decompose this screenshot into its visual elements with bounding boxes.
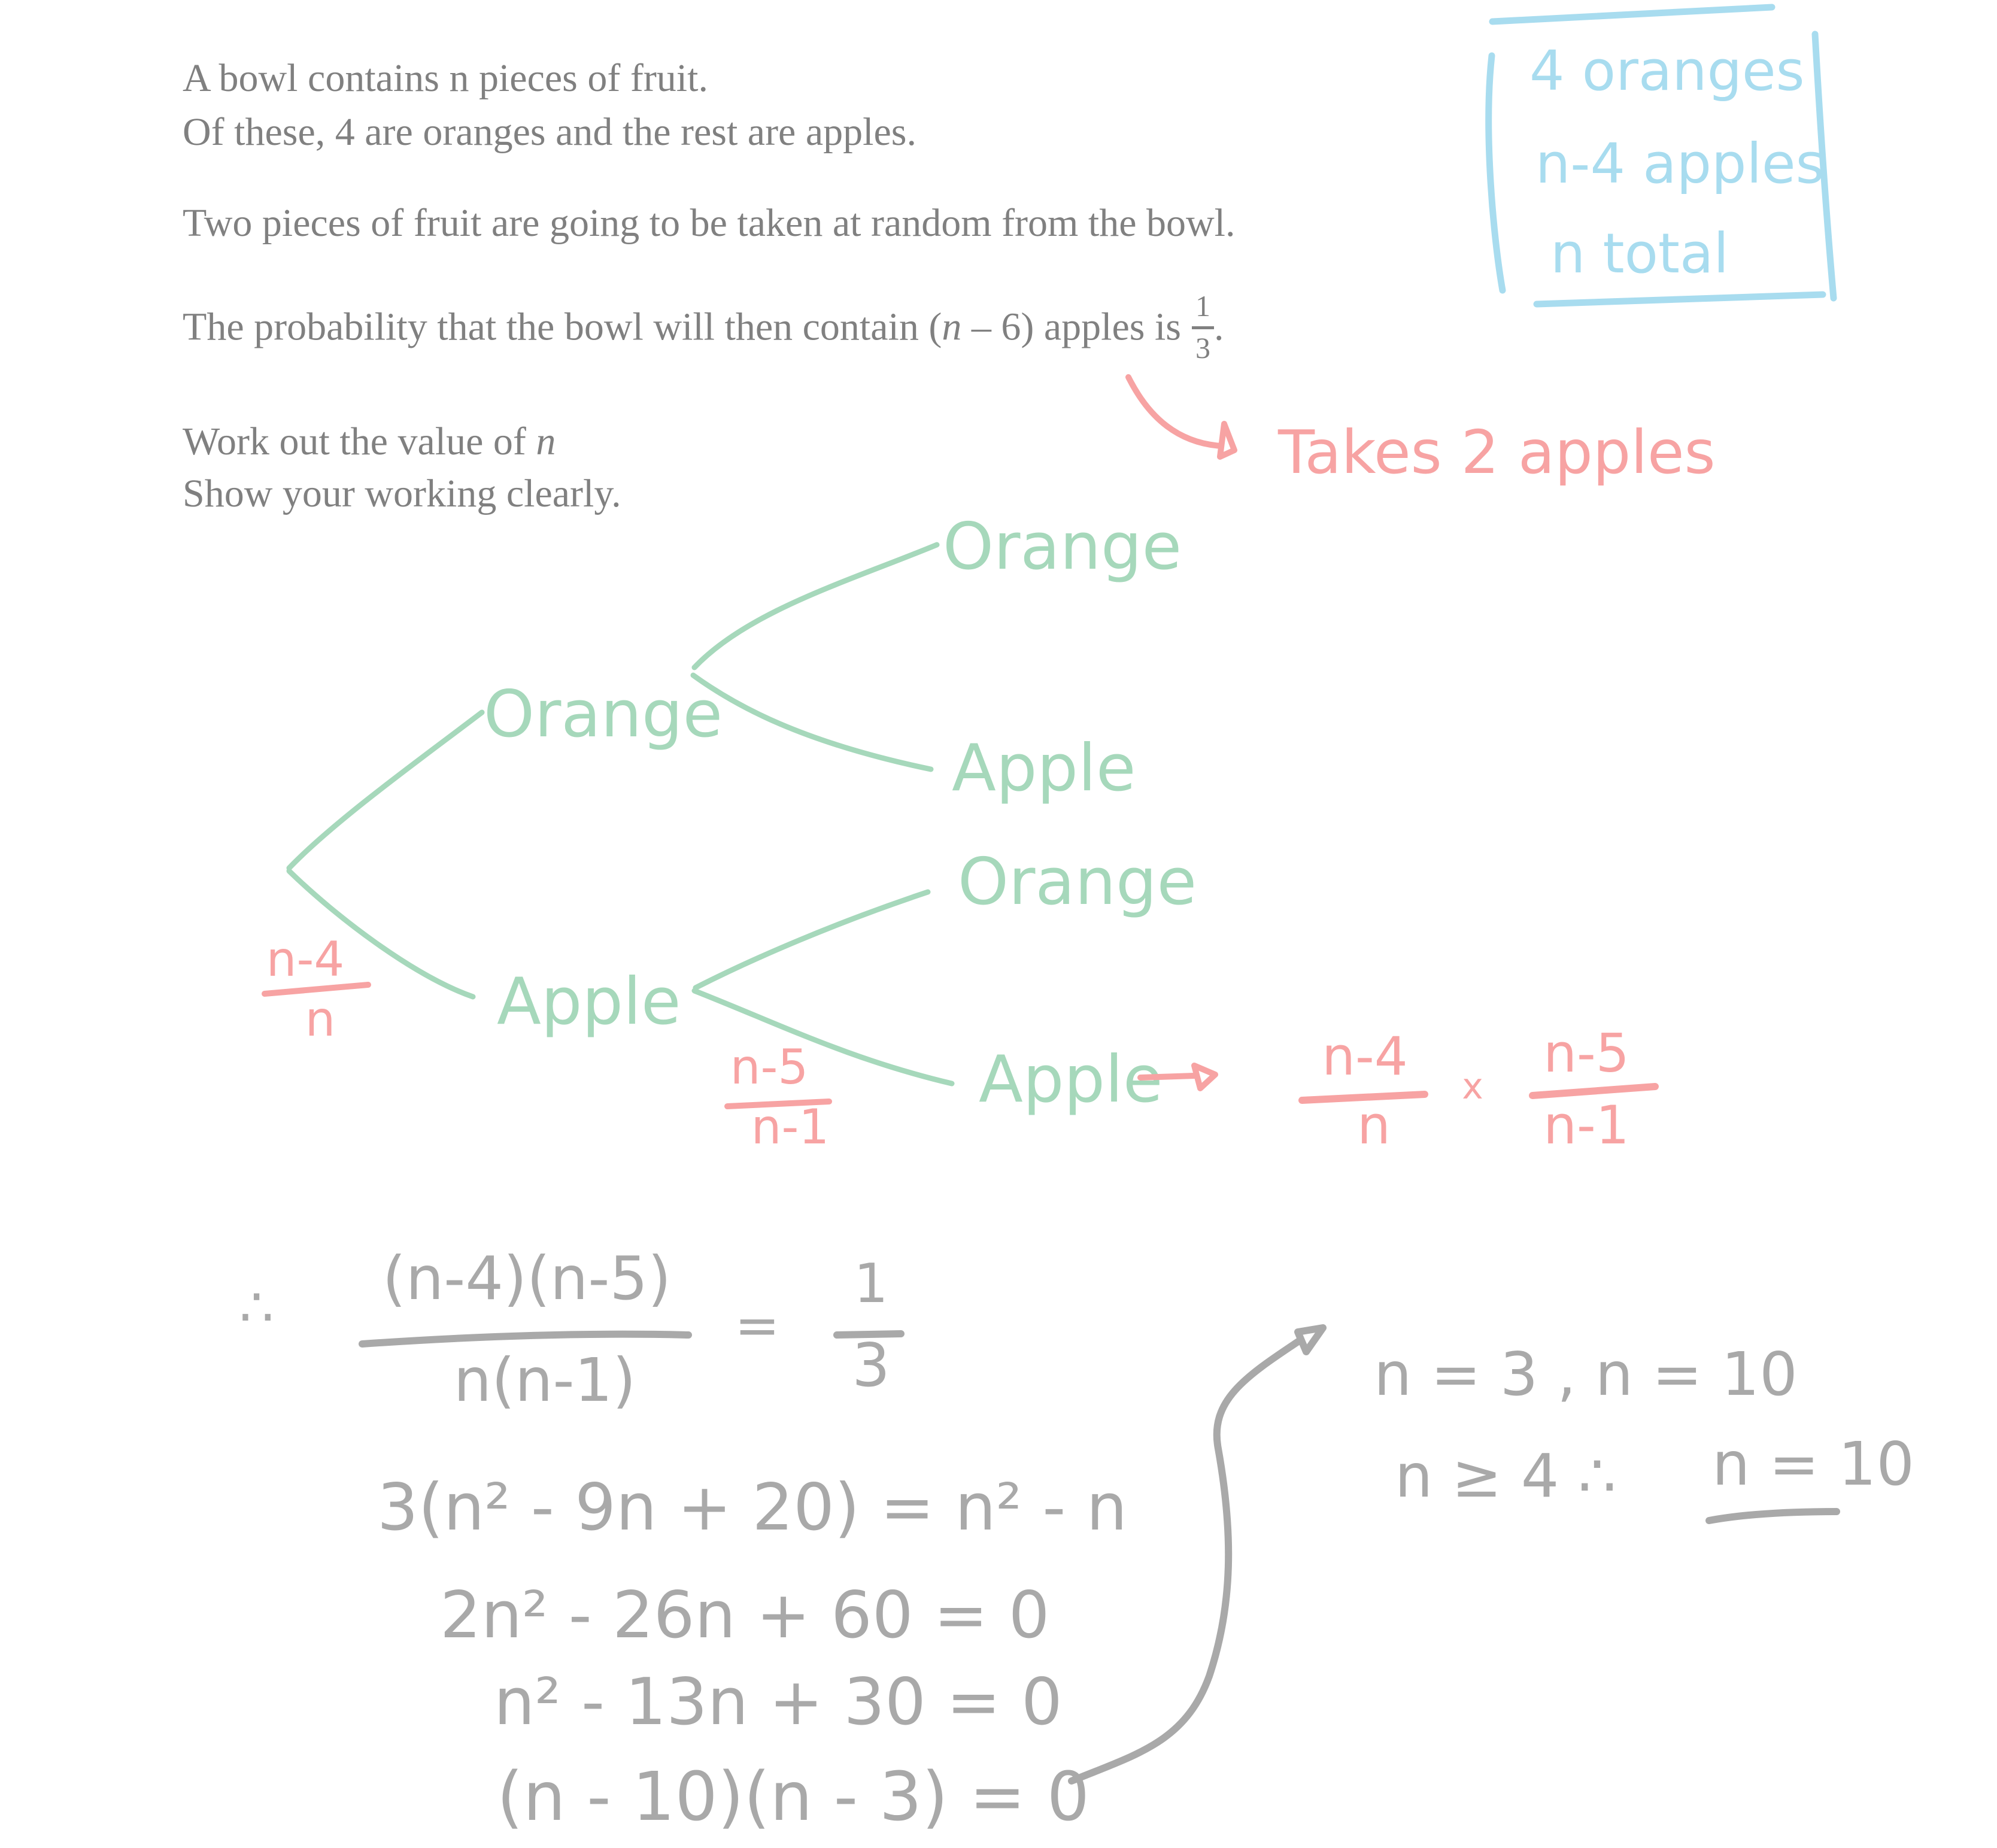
eq4: n² - 13n + 30 = 0 <box>494 1665 1063 1740</box>
branch-orange-apple <box>693 675 931 769</box>
info-line-2: n-4 apples <box>1535 132 1825 196</box>
product-a-bar <box>1302 1094 1425 1100</box>
q4-frac-den: 3 <box>1195 331 1210 365</box>
therefore-symbol: ∴ <box>239 1276 274 1339</box>
info-line-1: 4 oranges <box>1529 39 1805 103</box>
box-top-edge <box>1492 7 1772 22</box>
box-bottom-edge <box>1537 295 1823 304</box>
final-answer: n = 10 <box>1712 1429 1914 1499</box>
product-b-den: n-1 <box>1543 1094 1629 1156</box>
question-line-6: Show your working clearly. <box>183 472 621 515</box>
q4-pre: The probability that the bowl will then contain ( <box>183 305 942 349</box>
eq2: 3(n² - 9n + 20) = n² - n <box>377 1470 1128 1545</box>
q4-end: . <box>1213 305 1224 349</box>
eq5: (n - 10)(n - 3) = 0 <box>497 1758 1090 1836</box>
curved-arrow-head-icon <box>1298 1328 1323 1352</box>
prob2-den: n-1 <box>751 1099 830 1155</box>
branch-orange-orange <box>694 545 937 667</box>
arrow-head-icon <box>1220 424 1234 457</box>
product-a-den: n <box>1357 1094 1391 1156</box>
product-b-bar <box>1532 1087 1655 1096</box>
q4-var: n <box>942 305 962 349</box>
eq1-rhs-num: 1 <box>854 1252 888 1315</box>
eq1-rhs-den: 3 <box>852 1330 890 1400</box>
solution-line-2-pre: n ≥ 4 ∴ <box>1395 1441 1616 1511</box>
right-arrow-head-icon <box>1194 1066 1215 1088</box>
note-takes-2-apples: Takes 2 apples <box>1278 417 1716 487</box>
answer-underline <box>1709 1512 1837 1521</box>
eq1-denominator: n(n-1) <box>453 1345 636 1415</box>
product-b-num: n-5 <box>1543 1022 1629 1084</box>
question-line-3: Two pieces of fruit are going to be taken at random from the bowl. <box>183 201 1236 245</box>
branch-orange <box>289 712 482 868</box>
working <box>239 1243 1914 1836</box>
solution-line-1: n = 3 , n = 10 <box>1374 1339 1798 1409</box>
prob1-num: n-4 <box>266 931 345 987</box>
branch-apple-orange <box>696 892 928 988</box>
eq1-equals: = <box>735 1294 780 1357</box>
right-arrow-icon <box>1140 1076 1194 1078</box>
curved-arrow-icon <box>1072 1341 1299 1781</box>
curved-arrow-icon <box>1128 377 1221 446</box>
note-arrow <box>1128 377 1234 457</box>
question-line-1: A bowl contains n pieces of fruit. <box>183 56 708 100</box>
eq1-rhs-bar <box>837 1334 901 1335</box>
label-first-orange: Orange <box>484 677 723 752</box>
eq1-numerator: (n-4)(n-5) <box>382 1243 672 1313</box>
q5-pre: Work out the value of <box>183 420 536 463</box>
prob2-num: n-5 <box>730 1039 809 1095</box>
info-line-3: n total <box>1550 221 1729 286</box>
eq3: 2n² - 26n + 60 = 0 <box>440 1578 1050 1653</box>
eq1-fraction-bar <box>362 1334 688 1344</box>
label-aa: Apple <box>979 1042 1163 1117</box>
question-line-2: Of these, 4 are oranges and the rest are apples. <box>183 110 916 154</box>
info-box-text <box>1529 39 1825 286</box>
label-first-apple: Apple <box>497 964 681 1039</box>
q4-post: – 6) apples is <box>961 305 1181 349</box>
prob1-den: n <box>305 991 336 1047</box>
q4-frac-num: 1 <box>1192 290 1214 329</box>
q5-var: n <box>536 420 556 463</box>
label-oa: Apple <box>952 731 1136 806</box>
label-ao: Orange <box>958 845 1197 920</box>
product-times: x <box>1462 1066 1483 1107</box>
label-oo: Orange <box>943 509 1182 584</box>
tree-labels <box>484 509 1197 1117</box>
box-left-edge <box>1489 56 1503 290</box>
product-a-num: n-4 <box>1322 1025 1408 1087</box>
